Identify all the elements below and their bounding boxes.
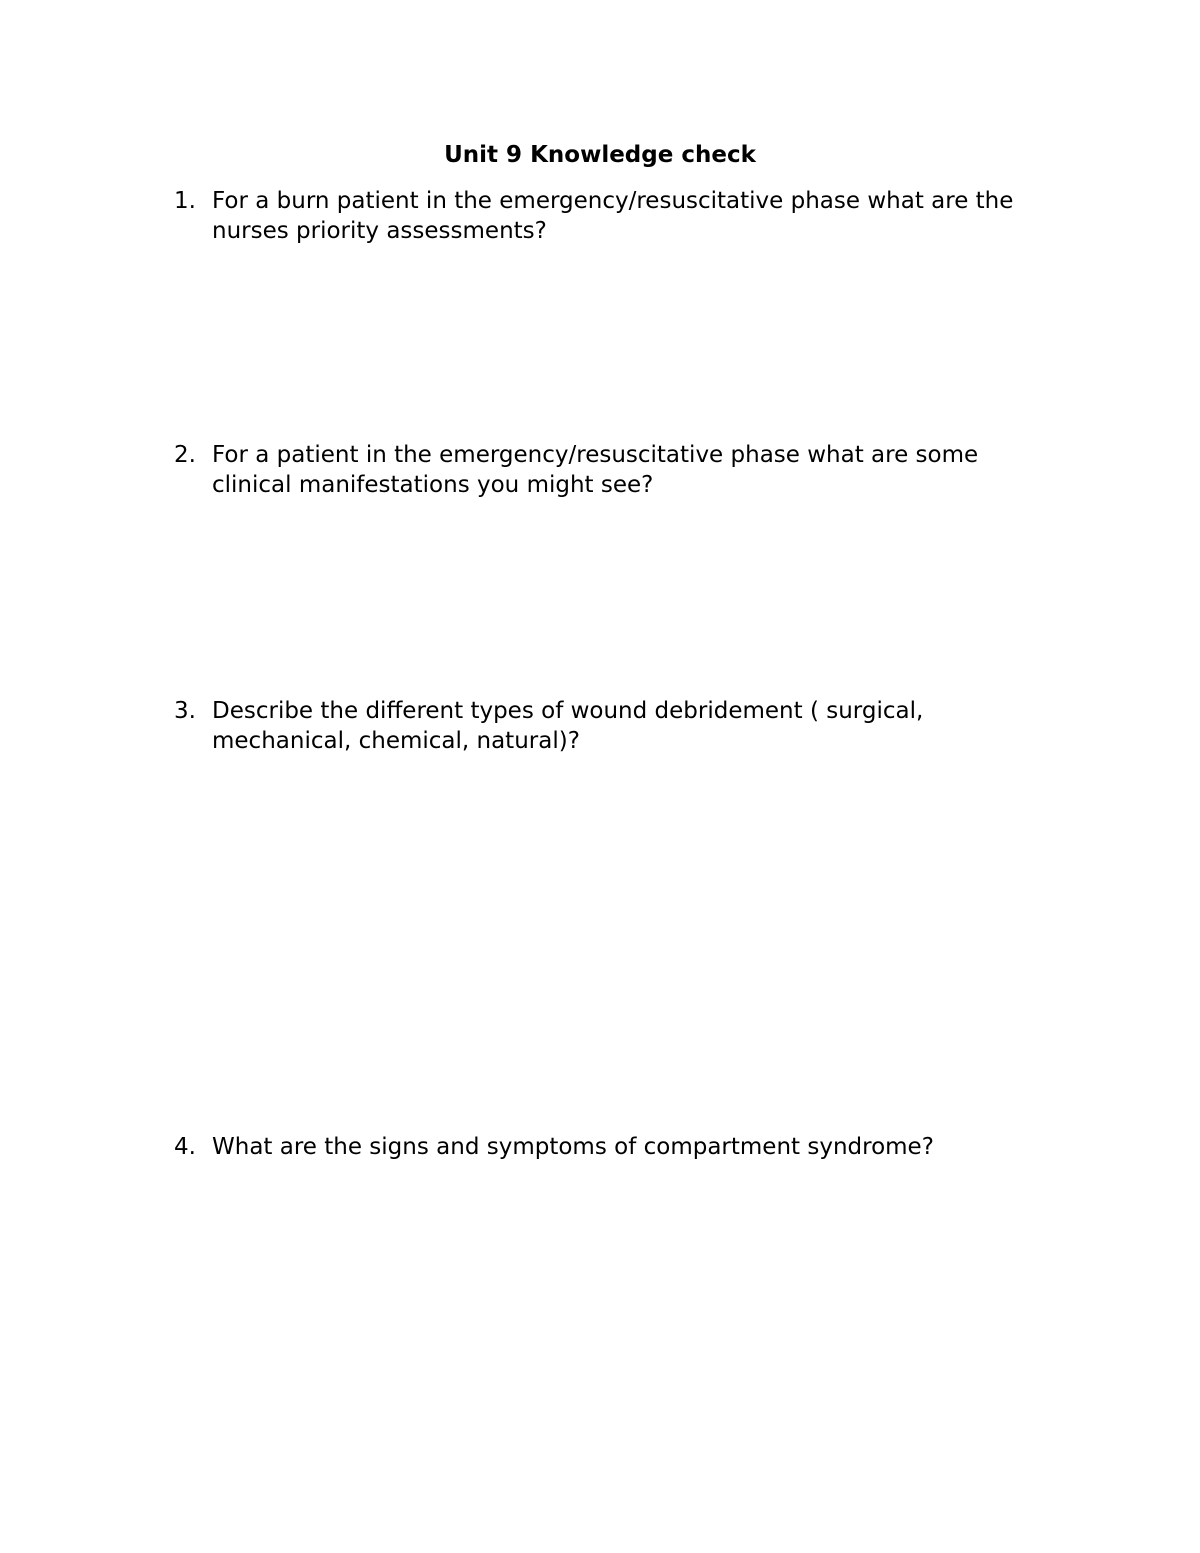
question-1 bbox=[174, 186, 1054, 246]
question-text: Describe the different types of wound debridement ( surgical, mechanical, chemical, natural)? bbox=[212, 698, 924, 754]
question-text: For a patient in the emergency/resuscitative phase what are some clinical manifestations you might see? bbox=[212, 442, 979, 498]
question-text: What are the signs and symptoms of compartment syndrome? bbox=[212, 1134, 934, 1160]
question-number: 2. bbox=[174, 442, 196, 468]
question-number: 3. bbox=[174, 698, 196, 724]
question-4 bbox=[174, 1132, 1054, 1162]
question-number: 1. bbox=[174, 188, 196, 214]
question-number: 4. bbox=[174, 1134, 196, 1160]
question-2 bbox=[174, 440, 1054, 500]
question-3 bbox=[174, 696, 1054, 756]
question-text: For a burn patient in the emergency/resuscitative phase what are the nurses priority assessments? bbox=[212, 188, 1014, 244]
page-title: Unit 9 Knowledge check bbox=[444, 142, 756, 168]
